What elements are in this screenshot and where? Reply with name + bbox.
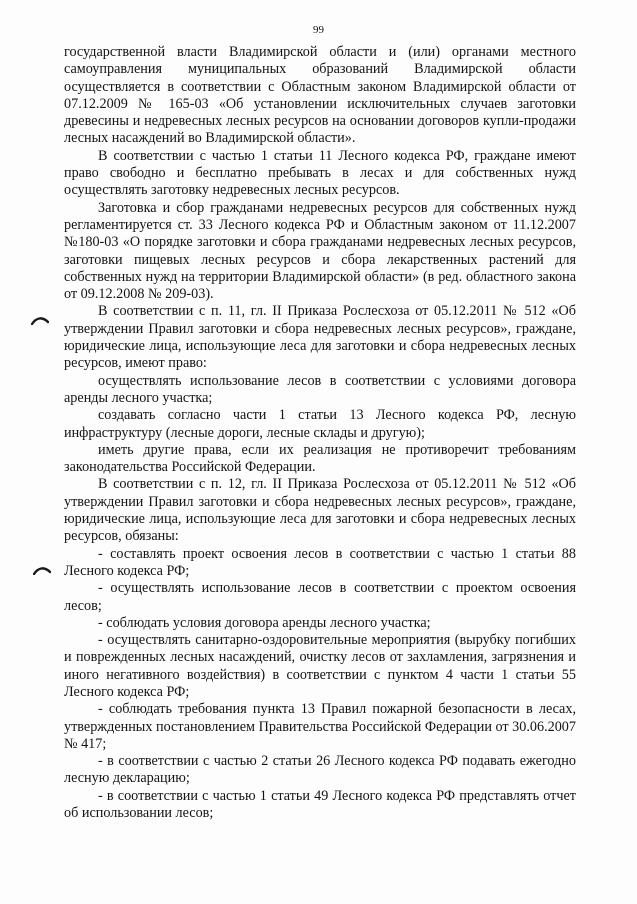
list-item: - соблюдать условия договора аренды лесного участка; (98, 614, 431, 631)
paragraph: В соответствии с п. 11, гл. II Приказа Рослесхоза от 05.12.2011 № 512 «Об утверждении Правил заготовки и сбора недревесных лесных ресурсов», граждане, юридические лица, использующие леса для заготовки и сбора недревесных лесных ресурсов, имеют право: (64, 303, 576, 372)
list-item: осуществлять использование лесов в соответствии с условиями договора аренды лесного участка; (64, 372, 576, 406)
paragraph: государственной власти Владимирской области и (или) органами местного самоуправления муниципальных образований Владимирской области осуществляется в соответствии с Областным законом Владимирской области от 07.12.2009 № 165-03 «Об установлении исключительных случаев заготовки древесины и недревесных лесных ресурсов на основании договоров купли-продажи лесных насаждений во Владимирской области». (64, 44, 576, 147)
scan-mark-icon (33, 566, 51, 575)
list-item: - составлять проект освоения лесов в соответствии с частью 1 статьи 88 Лесного кодекса РФ; (64, 545, 576, 579)
list-item: - в соответствии с частью 2 статьи 26 Лесного кодекса РФ подавать ежегодно лесную декларацию; (64, 753, 576, 787)
list-item: создавать согласно части 1 статьи 13 Лесного кодекса РФ, лесную инфраструктуру (лесные дороги, лесные склады и другую); (64, 407, 576, 441)
list-item: - осуществлять санитарно-оздоровительные мероприятия (вырубку погибших и поврежденных лесных насаждений, очистку лесов от захламления, загрязнения и иного негативного воздействия) в соответствии с пунктом 4 части 1 статьи 55 Лесного кодекса РФ; (64, 632, 576, 700)
list-item: - соблюдать требования пункта 13 Правил пожарной безопасности в лесах, утвержденных постановлением Правительства Российской Федерации от 30.06.2007 № 417; (64, 701, 576, 752)
list-item: - в соответствии с частью 1 статьи 49 Лесного кодекса РФ представлять отчет об использовании лесов; (64, 787, 576, 822)
page-number: 99 (313, 24, 324, 36)
paragraph: Заготовка и сбор гражданами недревесных ресурсов для собственных нужд регламентируется ст. 33 Лесного кодекса РФ и Областным законом от 11.12.2007 №180-03 «О порядке заготовки и сбора гражданами недревесных лесных ресурсов, заготовки пищевых лесных ресурсов и сбора лекарственных растений для собственных нужд на территории Владимирской области» (в ред. областного закона от 09.12.2008 № 209-03). (64, 199, 576, 303)
list-item: иметь другие права, если их реализация не противоречит требованиям законодательства Российской Федерации. (64, 441, 576, 476)
paragraph: В соответствии с частью 1 статьи 11 Лесного кодекса РФ, граждане имеют право свободно и бесплатно пребывать в лесах и для собственных нужд осуществлять заготовку недревесных лесных ресурсов. (64, 147, 576, 199)
list-item: - осуществлять использование лесов в соответствии с проектом освоения лесов; (64, 580, 576, 614)
scan-mark-icon (31, 316, 49, 325)
paragraph: В соответствии с п. 12, гл. II Приказа Рослесхоза от 05.12.2011 № 512 «Об утверждении Правил заготовки и сбора недревесных лесных ресурсов», граждане, юридические лица, использующие леса для заготовки и сбора недревесных лесных ресурсов, обязаны: (64, 476, 576, 545)
document-body (64, 44, 576, 822)
